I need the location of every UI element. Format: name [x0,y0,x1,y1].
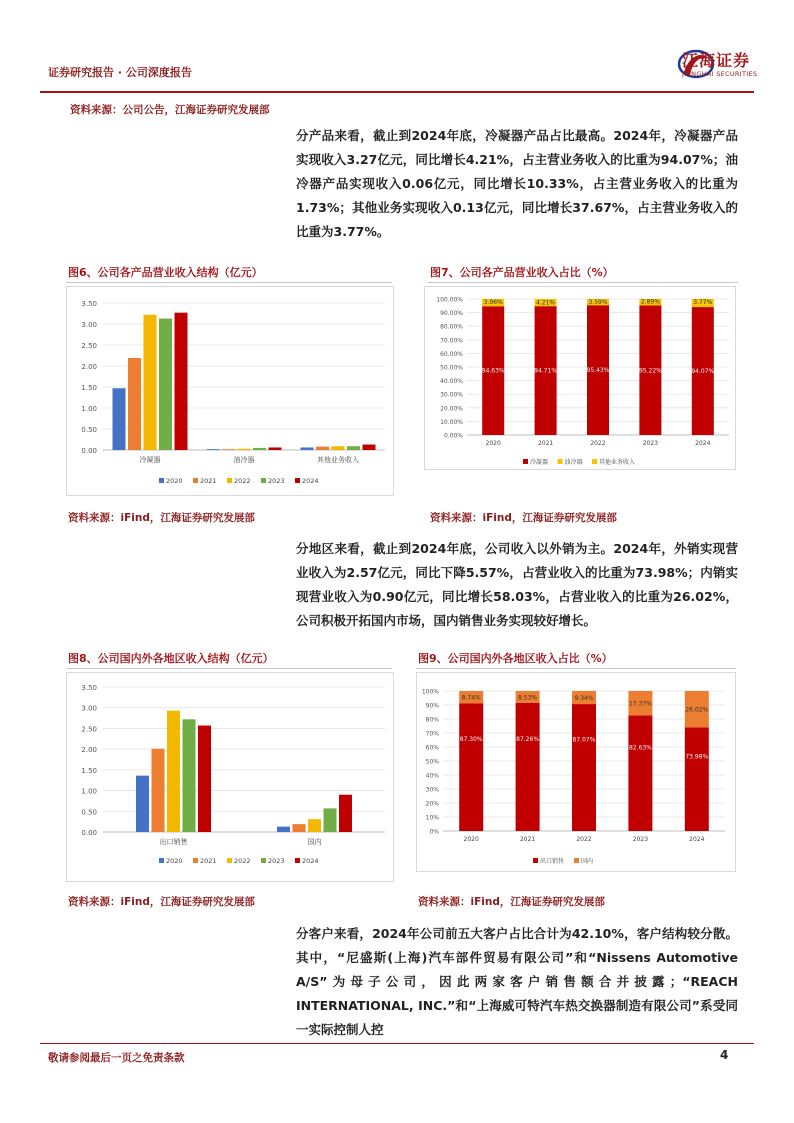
bar [183,719,196,832]
legend-swatch [159,478,164,483]
y-tick-label: 70.00% [440,337,463,345]
header-divider [40,91,754,93]
bar [269,447,282,450]
page-number: 4 [720,1048,729,1062]
legend-label: 2023 [268,857,285,865]
data-label: 94.71% [534,367,558,375]
data-label: 8.53% [518,694,538,702]
legend-label: 2021 [200,857,217,865]
fig9-chart [416,672,736,872]
fig6-title-rule [66,282,392,283]
fig8-svg [67,673,395,883]
legend-swatch [533,858,538,863]
data-label: 3.59% [588,298,608,306]
fig7-title: 图7、公司各产品营业收入占比（%） [430,266,614,279]
y-tick-label: 30.00% [440,391,463,399]
logo-company-english: JIANGHAI SECURITIES [682,70,758,78]
fig7-title-rule [428,282,738,283]
y-tick-label: 60% [425,744,439,752]
data-label: 26.02% [685,706,709,714]
legend-label: 2022 [234,477,251,485]
fig9-title-rule [416,668,736,669]
x-tick-label: 2020 [463,836,479,843]
legend-swatch [523,459,528,464]
x-tick-label: 2021 [537,440,554,447]
bar [277,827,290,832]
bar [207,449,220,450]
y-tick-label: 3.50 [81,300,97,308]
x-tick-label: 2023 [642,440,659,447]
data-label: 17.37% [628,700,652,708]
x-tick-label: 2022 [590,440,606,447]
data-label: 94.07% [691,368,715,376]
bar [159,319,172,450]
paragraph-product: 分产品来看，截止到2024年底，冷凝器产品占比最高。2024年，冷凝器产品实现收入3.27亿元，同比增长4.21%，占主营业务收入的比重为94.07%；油冷器产品实现收入0.06亿元，同比增长10.33%，占主营业务收入的比重为1.73%；其他业务实现收入0.13亿元，同比增长37.67%，占主营业务收入的比重为3.77%。 [296,128,738,239]
y-tick-label: 2.00 [81,363,97,371]
legend-swatch [592,459,597,464]
bar [339,795,352,832]
fig7-source: 资料来源：iFind，江海证券研究发展部 [430,512,617,524]
y-tick-label: 90% [425,702,439,710]
x-tick-label: 2024 [695,440,711,447]
bar [167,711,180,832]
bar [136,776,149,832]
y-tick-label: 80.00% [440,323,463,331]
stacked-bar-segment [685,727,709,831]
y-tick-label: 0.50 [81,808,97,817]
y-tick-label: 10% [425,814,439,822]
x-tick-label: 2022 [576,836,592,843]
legend-label: 2024 [302,857,319,865]
legend-label: 油冷器 [564,459,583,466]
legend-label: 2023 [268,477,285,485]
y-tick-label: 80% [425,716,439,724]
bar [222,449,235,450]
y-tick-label: 70% [425,730,439,738]
legend-label: 2024 [302,477,319,485]
y-tick-label: 90.00% [440,310,463,318]
y-tick-label: 100% [421,688,439,696]
bar [144,315,157,450]
y-tick-label: 50.00% [440,364,463,372]
legend-label: 2021 [200,477,217,485]
legend-label: 2022 [234,857,251,865]
x-tick-label: 2024 [689,836,705,843]
y-tick-label: 1.00 [81,787,97,796]
data-label: 73.98% [685,753,709,761]
footer-divider [40,1043,754,1044]
y-tick-label: 3.50 [81,684,97,692]
bar [128,358,141,450]
y-tick-label: 2.50 [81,725,97,734]
legend-swatch [227,478,232,483]
x-tick-label: 出口销售 [159,838,188,846]
data-label: 87.30% [459,736,483,744]
fig8-title: 图8、公司国内外各地区收入结构（亿元） [68,652,274,665]
legend-swatch [295,858,300,863]
data-label: 9.34% [574,695,594,703]
y-tick-label: 1.50 [81,384,97,392]
data-label: 4.21% [536,299,556,307]
x-tick-label: 2023 [632,836,649,843]
legend-label: 国内 [581,858,594,865]
data-label: 87.26% [516,735,540,743]
stacked-bar-segment [572,704,596,831]
y-tick-label: 3.00 [81,321,97,329]
logo-company-name: 江海证券 [682,51,751,70]
y-tick-label: 40% [425,772,439,780]
y-tick-label: 0.00% [443,432,463,440]
legend-swatch [261,478,266,483]
legend-label: 冷凝器 [530,459,549,466]
x-tick-label: 冷凝器 [139,456,161,464]
fig7-svg [425,287,737,471]
data-label: 2.89% [640,298,660,306]
paragraph-region: 分地区来看，截止到2024年底，公司收入以外销为主。2024年，外销实现营业收入为2.57亿元，同比下降5.57%，占营业收入的比重为73.98%；内销实现营业收入为0.90亿元，同比增长58.03%，占营业收入的比重为26.02%，公司积极开拓国内市场，国内销售业务实现较好增长。 [296,541,738,628]
legend-swatch [558,459,563,464]
fig7-chart [424,286,736,470]
fig9-source: 资料来源：iFind，江海证券研究发展部 [418,896,605,908]
legend-label: 其他业务收入 [599,459,636,466]
bar [198,726,211,832]
top-source-note: 资料来源：公司公告，江海证券研究发展部 [70,104,270,116]
fig8-chart [66,672,394,882]
fig8-source: 资料来源：iFind，江海证券研究发展部 [68,896,255,908]
data-label: 8.74% [461,694,481,702]
fig6-chart [66,286,394,496]
fig6-svg [67,287,395,497]
y-tick-label: 0% [429,828,439,836]
bar [308,819,321,832]
fig9-title: 图9、公司国内外各地区收入占比（%） [418,652,613,665]
y-tick-label: 3.00 [81,704,97,713]
stacked-bar-segment [628,715,652,831]
bar [347,446,360,450]
data-label: 3.96% [483,299,503,307]
legend-swatch [159,858,164,863]
y-tick-label: 40.00% [440,378,463,386]
fig8-title-rule [66,668,392,669]
legend-swatch [227,858,232,863]
y-tick-label: 100.00% [436,296,463,304]
legend-swatch [261,858,266,863]
y-tick-label: 2.50 [81,342,97,350]
x-tick-label: 2021 [519,836,536,843]
y-tick-label: 0.50 [81,426,97,434]
x-tick-label: 国内 [307,838,322,846]
y-tick-label: 30% [425,786,439,794]
bar [238,449,251,450]
footer-disclaimer: 敬请参阅最后一页之免责条款 [48,1052,185,1064]
bar [113,388,126,450]
y-tick-label: 0.00 [81,447,97,455]
y-tick-label: 50% [425,758,439,766]
bar [363,445,376,450]
bar [332,446,345,450]
y-tick-label: 1.00 [81,405,97,413]
y-tick-label: 20% [425,800,439,808]
y-tick-label: 1.50 [81,766,97,775]
data-label: 82.63% [628,744,652,752]
data-label: 94.63% [481,367,505,375]
y-tick-label: 2.00 [81,746,97,755]
fig6-title: 图6、公司各产品营业收入结构（亿元） [68,266,263,279]
legend-label: 2020 [166,477,183,485]
bar [253,448,266,450]
stacked-bar-segment [516,703,540,831]
bar [152,749,165,832]
legend-label: 2020 [166,857,183,865]
y-tick-label: 0.00 [81,829,97,837]
y-tick-label: 10.00% [440,418,463,426]
data-label: 95.43% [586,367,610,375]
bar [316,447,329,450]
paragraph-customer: 分客户来看，2024年公司前五大客户占比合计为42.10%，客户结构较分散。其中，“尼盛斯(上海)汽车部件贸易有限公司”和“Nissens Automotive A/S”为母子公司，因此两家客户销售额合并披露；“REACH INTERNATIONAL, INC.”和“上海威可特汽车热交换器制造有限公司”系受同一实际控制人控 [296,926,738,1037]
stacked-bar-segment [459,703,483,831]
bar [324,808,337,832]
fig6-source: 资料来源：iFind，江海证券研究发展部 [68,512,255,524]
legend-swatch [295,478,300,483]
y-tick-label: 60.00% [440,350,463,358]
report-header-label: 证券研究报告 · 公司深度报告 [48,66,192,79]
y-tick-label: 20.00% [440,405,463,413]
legend-swatch [193,858,198,863]
legend-swatch [193,478,198,483]
x-tick-label: 油冷器 [233,456,255,464]
bar [301,447,314,450]
data-label: 87.07% [572,736,596,744]
bar [175,313,188,450]
data-label: 95.22% [638,367,662,375]
legend-swatch [574,858,579,863]
bar [293,824,306,832]
legend-label: 出口销售 [540,858,565,865]
fig9-svg [417,673,737,873]
x-tick-label: 其他业务收入 [317,456,359,464]
data-label: 3.77% [693,299,713,307]
x-tick-label: 2020 [485,440,501,447]
